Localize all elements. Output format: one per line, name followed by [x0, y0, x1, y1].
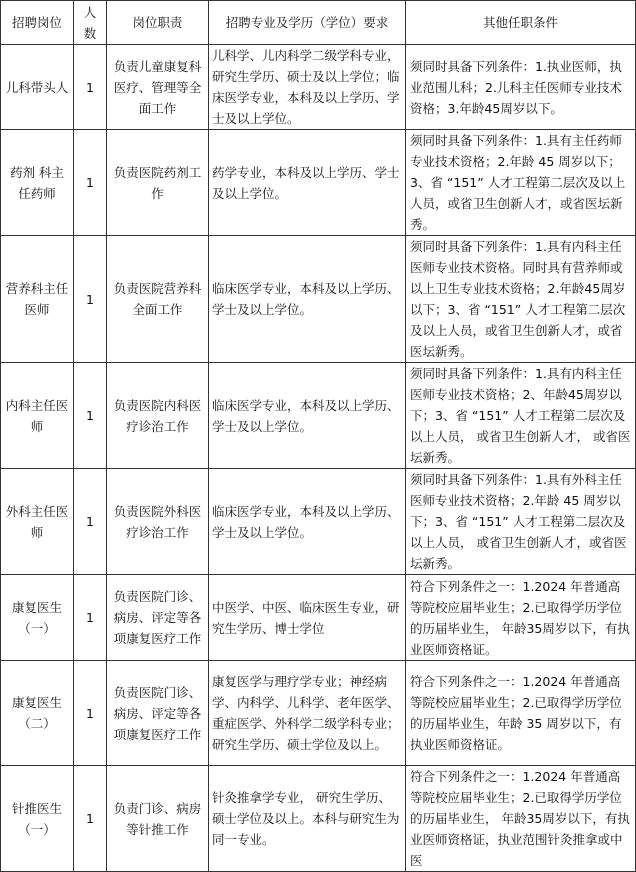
duty-cell: 负责医院内科医疗诊治工作 — [107, 363, 209, 469]
other-cell: 须同时具备下列条件：1.具有主任药师专业技术资格；2.年龄 45 周岁以下；3、省 “151” 人才工程第二层次及以上人员，或省卫生创新人才，或省医坛新秀。 — [406, 130, 636, 236]
count-cell: 1 — [74, 45, 107, 130]
duty-cell: 负责医院门诊、病房、评定等各项康复医疗工作 — [107, 661, 209, 766]
header-count: 人数 — [74, 1, 107, 45]
table-row — [1, 363, 636, 469]
major-cell: 康复医学与理疗学专业；神经病学、内科学、儿科学、老年医学、重症医学、外科学二级学科专业；研究生学历、硕士学位及以上。 — [209, 661, 406, 766]
count-cell: 1 — [74, 363, 107, 469]
count-cell: 1 — [74, 766, 107, 872]
header-duty: 岗位职责 — [107, 1, 209, 45]
other-cell: 须同时具备下列条件：1.执业医师，执业范围儿科；2.儿科主任医师专业技术资格；3.年龄45周岁以下。 — [406, 45, 636, 130]
major-cell: 针灸推拿学专业， 研究生学历、硕士学位及以上。本科与研究生为同一专业。 — [209, 766, 406, 872]
duty-cell: 负责医院外科医疗诊治工作 — [107, 469, 209, 575]
duty-cell: 负责医院药剂工作 — [107, 130, 209, 236]
major-cell: 临床医学专业，本科及以上学历、学士及以上学位。 — [209, 236, 406, 363]
duty-cell: 负责儿童康复科医疗、管理等全面工作 — [107, 45, 209, 130]
post-cell: 康复医生（一） — [1, 575, 74, 661]
major-cell: 临床医学专业，本科及以上学历、学士及以上学位。 — [209, 363, 406, 469]
table-row — [1, 469, 636, 575]
table-row — [1, 766, 636, 872]
table-header-row — [1, 1, 636, 45]
table-row — [1, 575, 636, 661]
other-cell: 符合下列条件之一：1.2024 年普通高等院校应届毕业生；2.已取得学历学位的历届毕业生， 年龄35周岁以下，有执业医师资格证，执业范围针灸推拿或中医 — [406, 766, 636, 872]
header-other: 其他任职条件 — [406, 1, 636, 45]
duty-cell: 负责门诊、病房等针推工作 — [107, 766, 209, 872]
duty-cell: 负责医院营养科全面工作 — [107, 236, 209, 363]
table-row — [1, 236, 636, 363]
count-cell: 1 — [74, 469, 107, 575]
duty-cell: 负责医院门诊、病房、评定等各项康复医疗工作 — [107, 575, 209, 661]
major-cell: 临床医学专业，本科及以上学历、学士及以上学位。 — [209, 469, 406, 575]
post-cell: 儿科带头人 — [1, 45, 74, 130]
other-cell: 须同时具备下列条件：1.具有外科主任医师专业技术资格；2.年龄 45 周岁以下；3、省 “151” 人才工程第二层次及以上人员， 或省卫生创新人才，或省医坛新秀。 — [406, 469, 636, 575]
other-cell: 须同时具备下列条件：1.具有内科主任医师专业技术资格。同时具有营养师或以上卫生专业技术资格；2.年龄45周岁以下；3、省 “151” 人才工程第二层次及以上人员，或省卫生创新人才，或省医坛新秀。 — [406, 236, 636, 363]
header-post: 招聘岗位 — [1, 1, 74, 45]
post-cell: 康复医生（二） — [1, 661, 74, 766]
count-cell: 1 — [74, 130, 107, 236]
major-cell: 中医学、中医、临床医生专业，研究生学历、博士学位 — [209, 575, 406, 661]
post-cell: 内科主任医师 — [1, 363, 74, 469]
count-cell: 1 — [74, 236, 107, 363]
header-major: 招聘专业及学历（学位）要求 — [209, 1, 406, 45]
post-cell: 外科主任医师 — [1, 469, 74, 575]
other-cell: 符合下列条件之一：1.2024 年普通高等院校应届毕业生；2.已取得学历学位的历届毕业生，年龄 35 周岁以下，有执业医师资格证。 — [406, 661, 636, 766]
post-cell: 针推医生（一） — [1, 766, 74, 872]
major-cell: 药学专业，本科及以上学历、学士及以上学位。 — [209, 130, 406, 236]
table-row — [1, 130, 636, 236]
count-cell: 1 — [74, 661, 107, 766]
table-row — [1, 661, 636, 766]
major-cell: 儿科学、儿内科学二级学科专业，研究生学历、硕士及以上学位；临床医学专业，本科及以上学历、学士及以上学位。 — [209, 45, 406, 130]
other-cell: 须同时具备下列条件：1.具有内科主任医师专业技术资格；2、年龄45周岁以下；3、省 “151” 人才工程第二层次及以上人员， 或省卫生创新人才， 或省医坛新秀。 — [406, 363, 636, 469]
table-row — [1, 45, 636, 130]
post-cell: 营养科主任医师 — [1, 236, 74, 363]
other-cell: 符合下列条件之一：1.2024 年普通高等院校应届毕业生；2.已取得学历学位的历届毕业生， 年龄35周岁以下，有执业医师资格证。 — [406, 575, 636, 661]
count-cell: 1 — [74, 575, 107, 661]
post-cell: 药剂 科主任药师 — [1, 130, 74, 236]
